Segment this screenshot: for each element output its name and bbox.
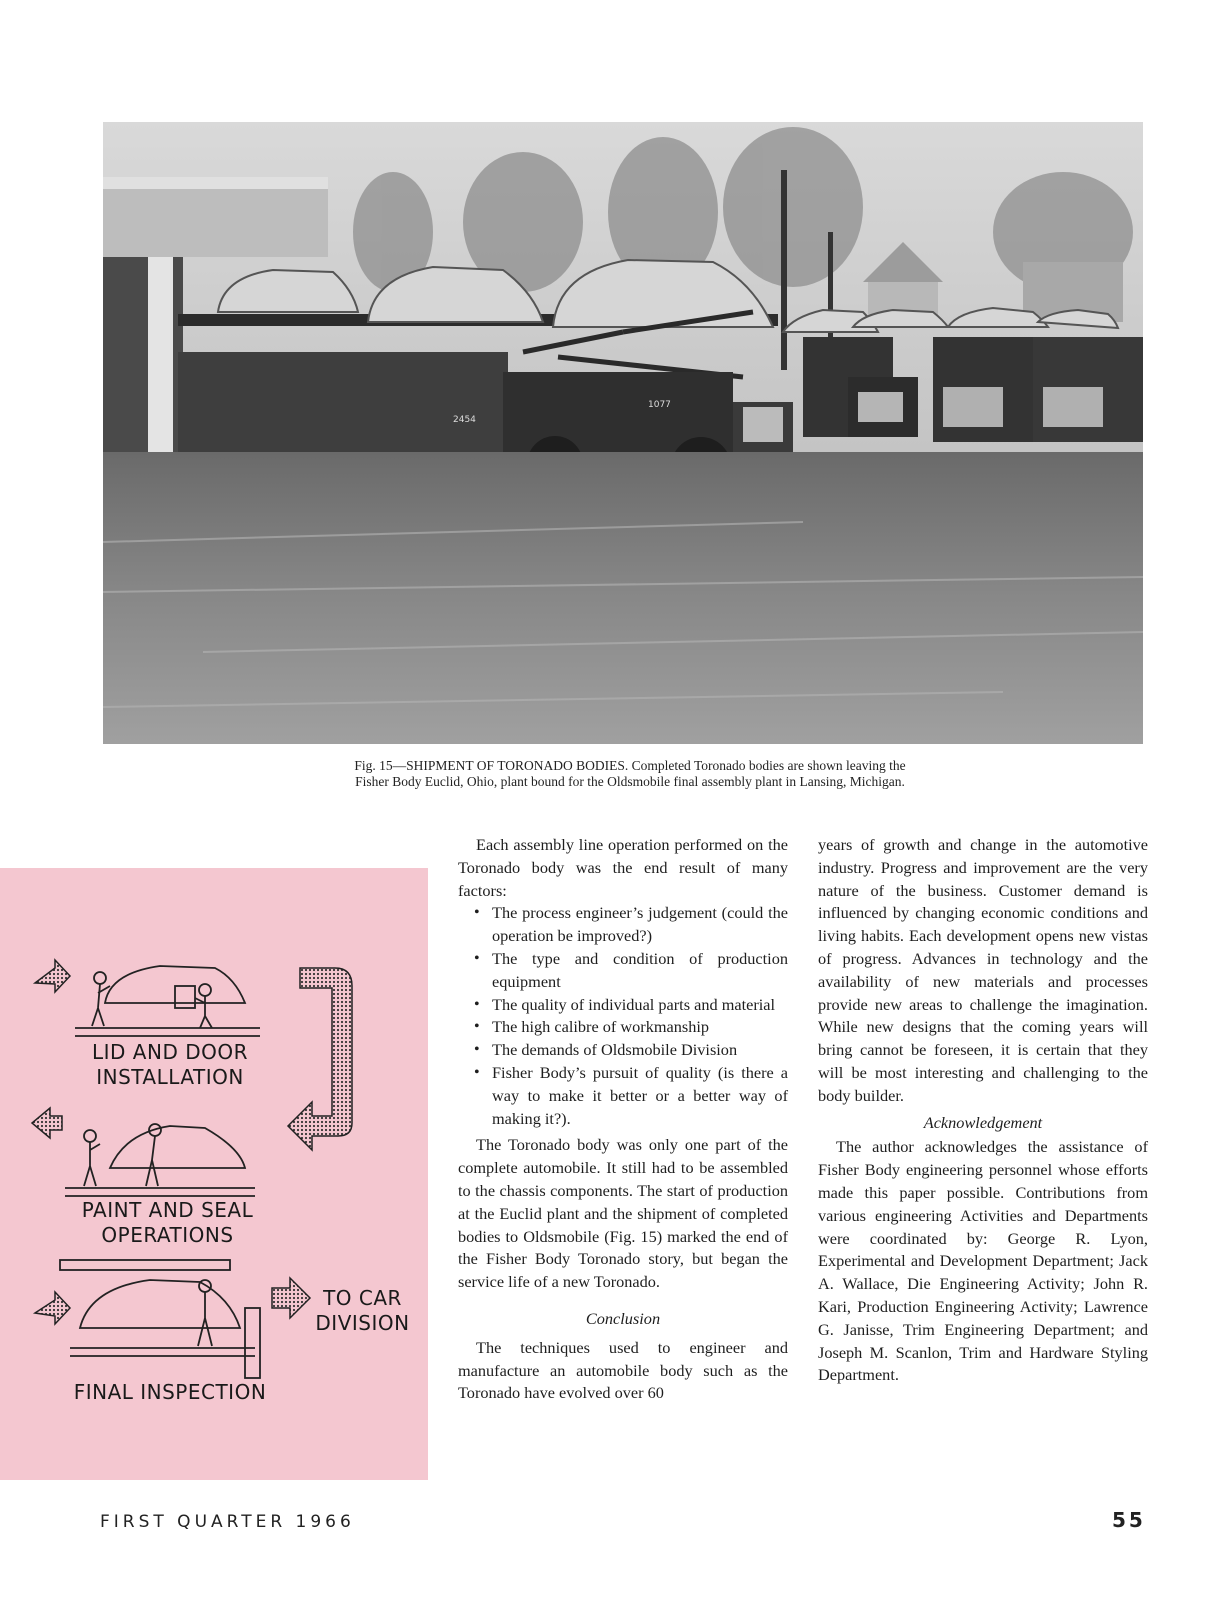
figure-photo (103, 122, 1143, 744)
stage-2-label-line-2: OPERATIONS (101, 1223, 234, 1247)
intro-paragraph: Each assembly line operation performed on the Toronado body was the end result of many factors: (458, 835, 788, 900)
acknowledgement-paragraph: The author acknowledges the assistance of Fisher Body engineering personnel whose efforts made this paper possible. Contributions from various engineering Activities and Departments were coordinated by: George R. Lyon, Experimental and Development Department; Jack A. Wallace, Die Engineering Activity; John R. Kari, Production Engineering Activity; Lawrence G. Janisse, Trim Engineering Department; and Joseph M. Scanlon, Trim and Hardware Styling Department. (818, 1137, 1148, 1385)
caption-line-1: Fig. 15—SHIPMENT OF TORONADO BODIES. Completed Toronado bodies are shown leaving the (354, 758, 906, 773)
factors-list (458, 902, 788, 1130)
figure-caption (260, 758, 1000, 790)
issue-footer: FIRST QUARTER 1966 (100, 1512, 355, 1532)
list-item: • The demands of Oldsmobile Division (458, 1039, 788, 1062)
destination-label (300, 1286, 425, 1336)
destination-label-line-1: TO CAR (323, 1286, 402, 1310)
truck-door-text: 1077 (648, 400, 671, 410)
stage-2-label (60, 1198, 275, 1248)
body-paragraph: The Toronado body was only one part of the complete automobile. It still had to be assembled to the chassis components. The start of production at the Euclid plant and the shipment of completed bodies to Oldsmobile (Fig. 15) marked the end of the Fisher Body Toronado story, but began the service life of a new Toronado. (458, 1135, 788, 1292)
stage-1-label-line-2: INSTALLATION (96, 1065, 244, 1089)
parked-trucks (803, 337, 1143, 442)
page-number: 55 (1112, 1508, 1146, 1532)
stage-3-label: FINAL INSPECTION (73, 1380, 267, 1404)
return-arrow-icon (288, 968, 352, 1150)
stage-2-label-line-1: PAINT AND SEAL (81, 1198, 254, 1222)
truck-grille (743, 407, 783, 442)
arrow-in-icon (35, 960, 70, 992)
article-column-1 (458, 834, 788, 1405)
list-item: • The high calibre of workmanship (458, 1016, 788, 1039)
utility-pole (781, 170, 787, 370)
destination-label-line-2: DIVISION (315, 1311, 410, 1335)
list-item: • The quality of individual parts and material (458, 994, 788, 1017)
stage-2-illustration (65, 1124, 255, 1196)
conclusion-paragraph-continued: years of growth and change in the automotive industry. Progress and improvement are the very nature of the business. Customer demand is influenced by changing economic conditions and living habits. Each development opens new vistas of progress. Advances in technology and the availability of new materials and processes provide new areas to challenge the imagination. While new designs that the coming years will bring cannot be foreseen, it is certain that they will be most interesting and challenging to the body builder. (818, 835, 1148, 1105)
caption-line-2: Fisher Body Euclid, Ohio, plant bound for the Oldsmobile final assembly plant in Lansing, Michigan. (355, 774, 905, 789)
conclusion-heading: Conclusion (585, 1308, 661, 1328)
list-item: • Fisher Body’s pursuit of quality (is there a way to make it better or a better way of making it?). (458, 1062, 788, 1130)
pavement (103, 452, 1143, 744)
photo-illustration (103, 122, 1143, 744)
stage-1-label-line-1: LID AND DOOR (92, 1040, 248, 1064)
process-diagram (0, 868, 428, 1480)
list-item: • The process engineer’s judgement (could the operation be improved?) (458, 902, 788, 948)
building-column (148, 257, 173, 472)
arrow-in-icon (35, 1292, 70, 1324)
stage-1-label (75, 1040, 265, 1090)
trailer-plate-text: 2454 (453, 415, 476, 425)
acknowledgement-heading: Acknowledgement (923, 1112, 1043, 1132)
list-item: • The type and condition of production equipment (458, 948, 788, 994)
arrow-back-icon (32, 1108, 62, 1138)
stage-1-illustration (75, 966, 260, 1036)
article-column-2 (818, 834, 1148, 1387)
conclusion-paragraph-start: The techniques used to engineer and manufacture an automobile body such as the Toronado have evolved over 60 (458, 1337, 788, 1403)
stage-3-illustration (60, 1260, 260, 1378)
